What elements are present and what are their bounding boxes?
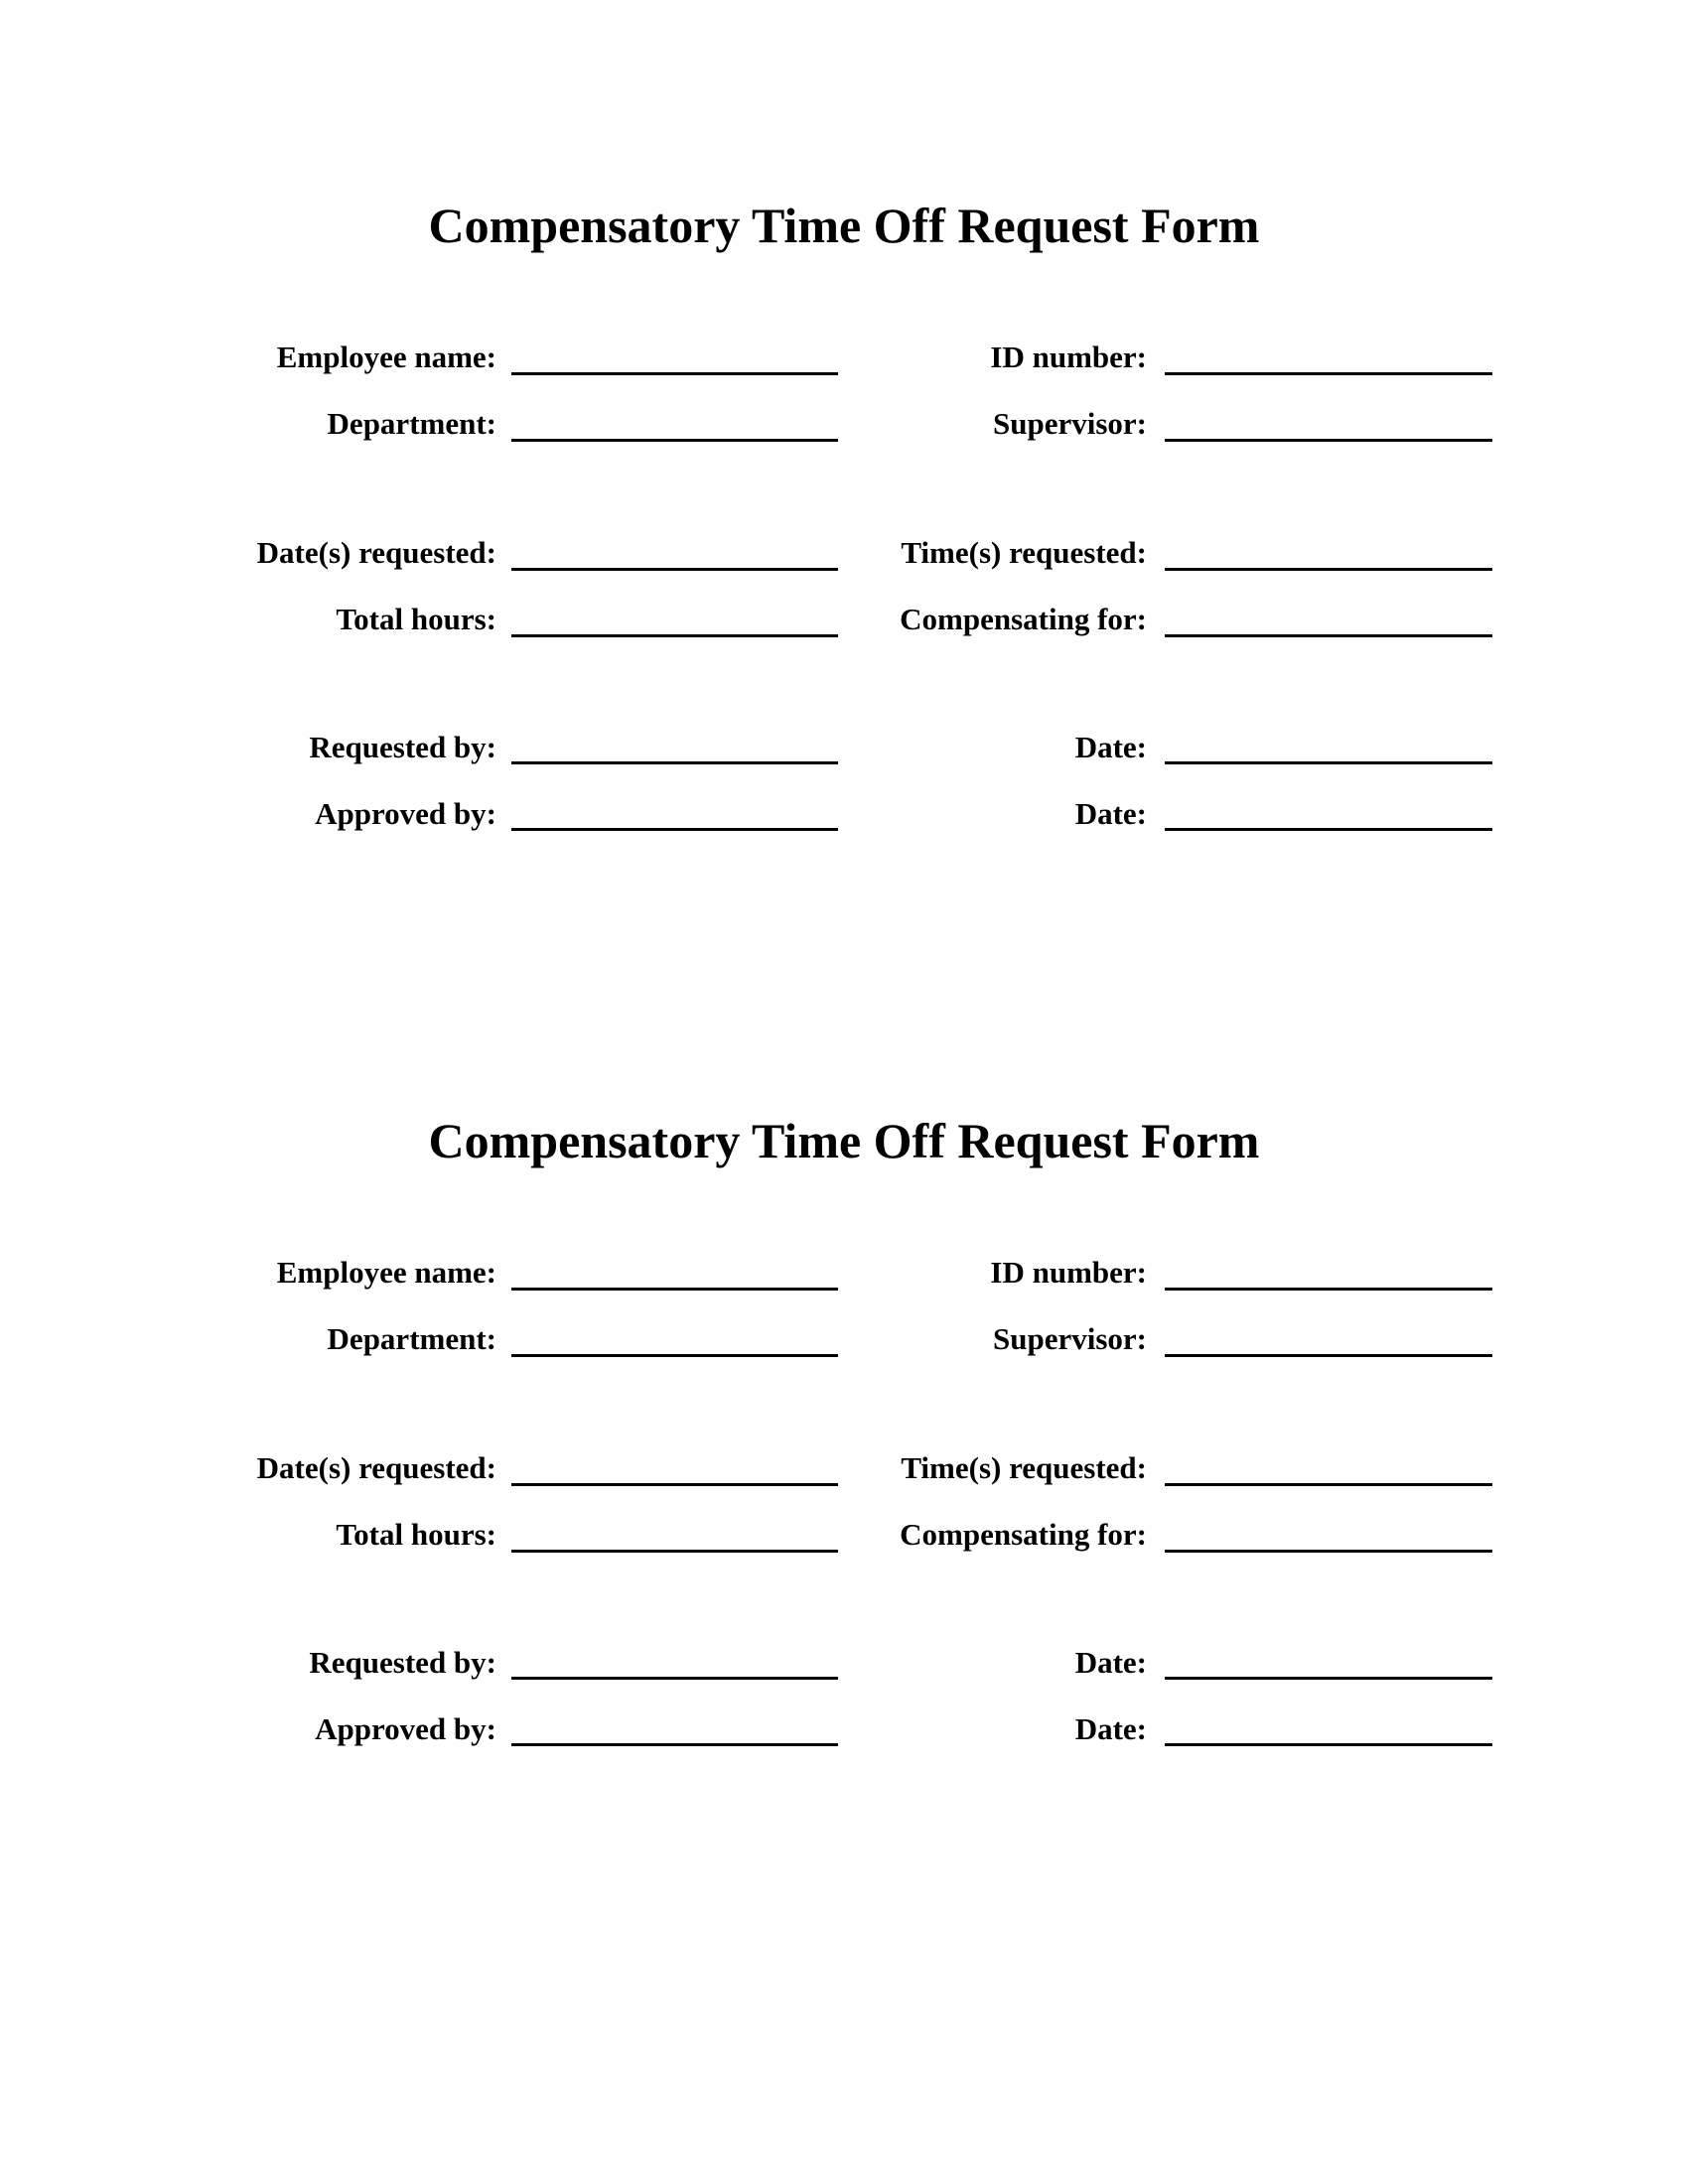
times-requested-label: Time(s) requested: [901, 535, 1147, 570]
requested-date-label: Date: [1074, 730, 1147, 764]
requested-date-field[interactable] [1165, 1677, 1492, 1680]
compensating-for-field[interactable] [1165, 1550, 1492, 1553]
request-form-top [0, 0, 1688, 831]
dates-requested-field[interactable] [511, 568, 838, 571]
approved-by-label: Approved by: [315, 796, 496, 831]
employee-name-field[interactable] [511, 372, 838, 375]
times-requested-field[interactable] [1165, 568, 1492, 571]
total-hours-field[interactable] [511, 634, 838, 637]
requested-by-field[interactable] [511, 1677, 838, 1680]
total-hours-label: Total hours: [336, 602, 496, 636]
form-title: Compensatory Time Off Request Form [428, 198, 1260, 253]
employee-name-label: Employee name: [276, 1255, 496, 1290]
approved-date-label: Date: [1074, 1711, 1147, 1746]
employee-name-field[interactable] [511, 1288, 838, 1291]
form-title: Compensatory Time Off Request Form [428, 1113, 1260, 1168]
approved-by-field[interactable] [511, 1743, 838, 1746]
id-number-label: ID number: [990, 1255, 1147, 1290]
supervisor-field[interactable] [1165, 439, 1492, 442]
compensating-for-label: Compensating for: [900, 1517, 1147, 1552]
requested-date-field[interactable] [1165, 761, 1492, 764]
id-number-label: ID number: [990, 340, 1147, 374]
department-field[interactable] [511, 439, 838, 442]
department-label: Department: [327, 406, 496, 441]
approved-date-label: Date: [1074, 796, 1147, 831]
compensating-for-field[interactable] [1165, 634, 1492, 637]
requested-by-label: Requested by: [309, 1645, 496, 1680]
supervisor-field[interactable] [1165, 1354, 1492, 1357]
supervisor-label: Supervisor: [993, 1321, 1147, 1356]
requested-date-label: Date: [1074, 1645, 1147, 1680]
id-number-field[interactable] [1165, 372, 1492, 375]
times-requested-label: Time(s) requested: [901, 1450, 1147, 1485]
dates-requested-label: Date(s) requested: [256, 1450, 496, 1485]
supervisor-label: Supervisor: [993, 406, 1147, 441]
compensating-for-label: Compensating for: [900, 602, 1147, 636]
dates-requested-field[interactable] [511, 1483, 838, 1486]
total-hours-field[interactable] [511, 1550, 838, 1553]
approved-date-field[interactable] [1165, 828, 1492, 831]
total-hours-label: Total hours: [336, 1517, 496, 1552]
approved-by-field[interactable] [511, 828, 838, 831]
times-requested-field[interactable] [1165, 1483, 1492, 1486]
department-label: Department: [327, 1321, 496, 1356]
department-field[interactable] [511, 1354, 838, 1357]
requested-by-field[interactable] [511, 761, 838, 764]
requested-by-label: Requested by: [309, 730, 496, 764]
request-form-bottom [0, 915, 1688, 1746]
dates-requested-label: Date(s) requested: [256, 535, 496, 570]
employee-name-label: Employee name: [276, 340, 496, 374]
approved-date-field[interactable] [1165, 1743, 1492, 1746]
id-number-field[interactable] [1165, 1288, 1492, 1291]
approved-by-label: Approved by: [315, 1711, 496, 1746]
